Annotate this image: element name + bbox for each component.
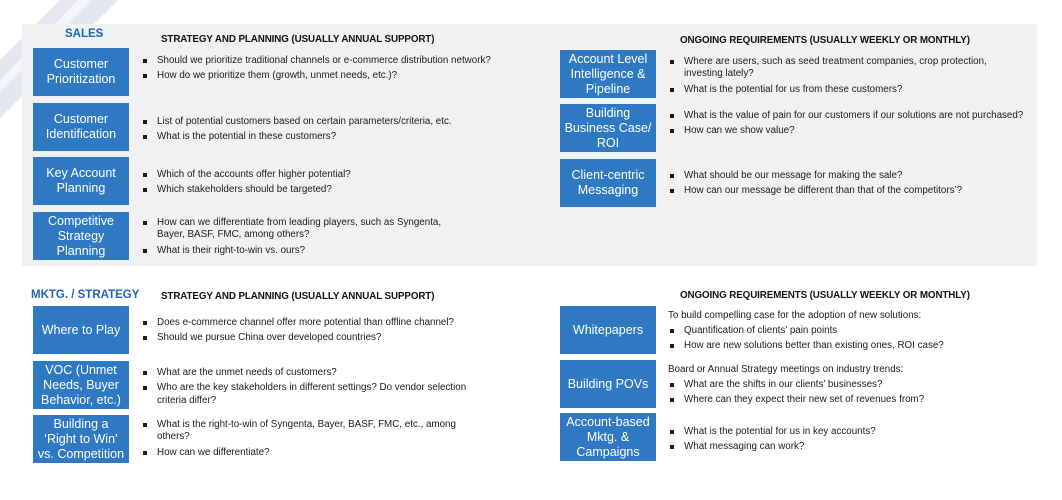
whitepapers-intro: To build compelling case for the adoption of new solutions: bbox=[668, 310, 922, 321]
bullet-item: What is the potential for us from these customers? bbox=[668, 84, 1028, 96]
account-based-mktg-bullets bbox=[668, 426, 1028, 457]
bullet-item: Where can they expect their new set of revenues from? bbox=[668, 394, 1028, 406]
bullet-item: Which stakeholders should be targeted? bbox=[141, 184, 501, 196]
building-povs-box: Building POVs bbox=[560, 360, 656, 408]
customer-identification-box: Customer Identification bbox=[33, 103, 129, 151]
mktg-ongoing-heading: ONGOING REQUIREMENTS (USUALLY WEEKLY OR MONTHLY) bbox=[680, 290, 970, 301]
whitepapers-box: Whitepapers bbox=[560, 306, 656, 354]
bullet-item: How do we prioritize them (growth, unmet needs, etc.)? bbox=[141, 70, 501, 82]
building-business-case-bullets bbox=[668, 110, 1028, 141]
mktg-strategy-heading: STRATEGY AND PLANNING (USUALLY ANNUAL SUPPORT) bbox=[161, 291, 435, 302]
bullet-item: What is the potential in these customers? bbox=[141, 131, 521, 143]
bullet-item: How are new solutions better than existing ones, ROI case? bbox=[668, 340, 1028, 352]
customer-prioritization-bullets bbox=[141, 55, 501, 86]
bullet-item: How can our message be different than that of the competitors’? bbox=[668, 185, 1028, 197]
bullet-item: What is the potential for us in key accounts? bbox=[668, 426, 1028, 438]
building-povs-intro: Board or Annual Strategy meetings on industry trends: bbox=[668, 364, 904, 375]
key-account-planning-bullets bbox=[141, 169, 501, 200]
bullet-item: What are the shifts in our clients’ businesses? bbox=[668, 379, 1028, 391]
client-centric-messaging-bullets bbox=[668, 170, 1028, 201]
competitive-strategy-planning-box: Competitive Strategy Planning bbox=[33, 212, 129, 260]
building-povs-bullets bbox=[668, 379, 1028, 410]
bullet-item: Does e-commerce channel offer more potential than offline channel? bbox=[141, 317, 521, 329]
bullet-item: List of potential customers based on certain parameters/criteria, etc. bbox=[141, 116, 521, 128]
sales-section-tag: SALES bbox=[65, 28, 104, 40]
customer-identification-bullets bbox=[141, 116, 521, 147]
where-to-play-bullets bbox=[141, 317, 521, 348]
sales-ongoing-heading: ONGOING REQUIREMENTS (USUALLY WEEKLY OR MONTHLY) bbox=[680, 35, 970, 46]
voc-box: VOC (Unmet Needs, Buyer Behavior, etc.) bbox=[33, 361, 129, 409]
bullet-item: What should be our message for making the sale? bbox=[668, 170, 1028, 182]
key-account-planning-box: Key Account Planning bbox=[33, 157, 129, 205]
voc-bullets bbox=[141, 367, 481, 410]
account-level-intelligence-box: Account Level Intelligence & Pipeline bbox=[560, 50, 656, 98]
customer-prioritization-box: Customer Prioritization bbox=[33, 48, 129, 96]
bullet-item: What messaging can work? bbox=[668, 441, 1028, 453]
where-to-play-box: Where to Play bbox=[33, 306, 129, 354]
bullet-item: How can we differentiate? bbox=[141, 447, 481, 459]
bullet-item: Who are the key stakeholders in different settings? Do vendor selection criteria differ? bbox=[141, 382, 481, 407]
account-based-mktg-box: Account-based Mktg. & Campaigns bbox=[560, 413, 656, 461]
client-centric-messaging-box: Client-centric Messaging bbox=[560, 159, 656, 207]
bullet-item: What is the right-to-win of Syngenta, Bayer, BASF, FMC, etc., among others? bbox=[141, 419, 481, 444]
bullet-item: Which of the accounts offer higher potential? bbox=[141, 169, 501, 181]
account-level-intelligence-bullets bbox=[668, 56, 1028, 99]
right-to-win-box: Building a ‘Right to Win’ vs. Competition bbox=[33, 415, 129, 463]
bullet-item: What are the unmet needs of customers? bbox=[141, 367, 481, 379]
building-business-case-box: Building Business Case/ ROI bbox=[560, 104, 656, 152]
mktg-section-tag: MKTG. / STRATEGY bbox=[31, 289, 140, 301]
bullet-item: What is their right-to-win vs. ours? bbox=[141, 245, 471, 257]
bullet-item: Should we prioritize traditional channels or e-commerce distribution network? bbox=[141, 55, 501, 67]
bullet-item: How can we differentiate from leading players, such as Syngenta, Bayer, BASF, FMC, among others? bbox=[141, 217, 471, 242]
bullet-item: Quantification of clients’ pain points bbox=[668, 325, 1028, 337]
competitive-strategy-planning-bullets bbox=[141, 217, 471, 260]
sales-strategy-heading: STRATEGY AND PLANNING (USUALLY ANNUAL SUPPORT) bbox=[161, 34, 435, 45]
bullet-item: Should we pursue China over developed countries? bbox=[141, 332, 521, 344]
bullet-item: How can we show value? bbox=[668, 125, 1028, 137]
bullet-item: Where are users, such as seed treatment companies, crop protection, investing lately? bbox=[668, 56, 1028, 81]
right-to-win-bullets bbox=[141, 419, 481, 462]
bullet-item: What is the value of pain for our customers if our solutions are not purchased? bbox=[668, 110, 1028, 122]
whitepapers-bullets bbox=[668, 325, 1028, 356]
